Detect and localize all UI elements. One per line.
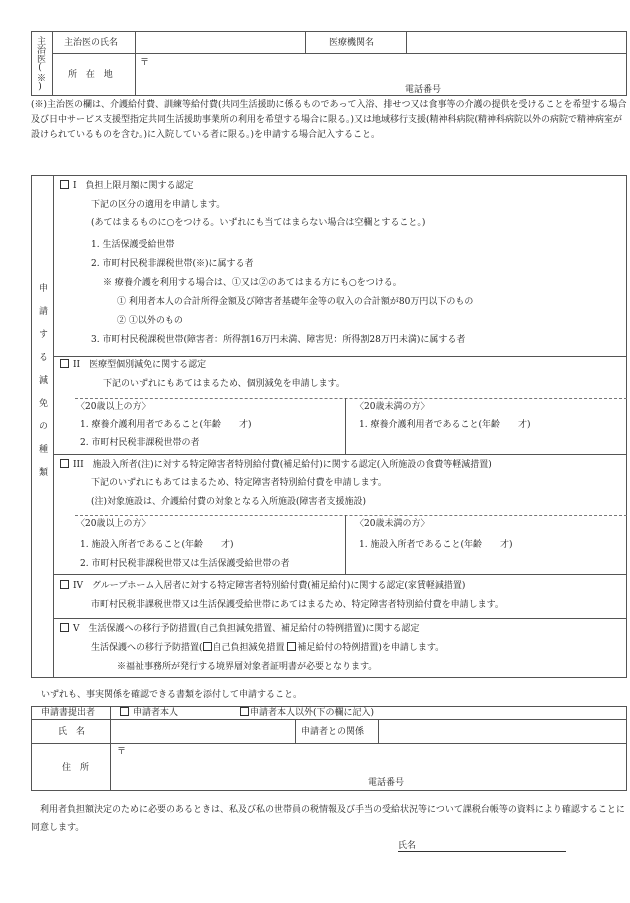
doctor-section-label: 主治医(※) — [35, 36, 45, 92]
postal-mark: 〒 — [140, 58, 150, 68]
divider — [305, 31, 306, 53]
divider — [53, 574, 627, 575]
section-4-checkbox[interactable] — [60, 580, 69, 589]
submitter-opt-other: 申請者本人以外(下の欄に記入) — [240, 707, 374, 719]
section-1-sub: ② ①以外のもの — [117, 316, 183, 326]
section-3-right-item: 1. 施設入所者であること(年齢 才) — [359, 540, 513, 550]
section-4-line: 市町村民税非課税世帯又は生活保護受給世帯にあてはまるため、特定障害者特別給付費を申請します。 — [91, 600, 504, 610]
section-5-note: ※福祉事務所が発行する境界層対象者証明書が必要となります。 — [117, 662, 378, 672]
section-1-title: I 負担上限月額に関する認定 — [60, 180, 194, 192]
section-3-left-item: 2. 市町村民税非課税世帯又は生活保護受給世帯の者 — [80, 559, 290, 569]
divider — [345, 398, 346, 454]
section-1-item: 2. 市町村民税非課税世帯(※)に属する者 — [91, 259, 254, 269]
section-4-title: IV グループホーム入居者に対する特定障害者特別給付費(補足給付)に関する認定(家賃軽減措置) — [60, 580, 465, 592]
phone-label: 電話番号 — [368, 778, 405, 788]
section-2-checkbox[interactable] — [60, 359, 69, 368]
divider — [53, 356, 627, 357]
supplement-special-checkbox[interactable] — [287, 642, 296, 651]
submitter-opt-self: 申請者本人 — [120, 707, 178, 719]
section-3-title: III 施設入所者(注)に対する特定障害者特別給付費(補足給付)に関する認定(入所施設の食費等軽減措置) — [60, 459, 492, 471]
divider — [52, 31, 53, 96]
section-5-title: V 生活保護への移行予防措置(自己負担減免措置、補足給付の特例措置)に関する認定 — [60, 623, 420, 635]
divider — [295, 719, 296, 743]
section-1-sub: ① 利用者本人の合計所得金額及び障害者基礎年金等の収入の合計額が80万円以下のもの — [117, 297, 474, 307]
section-1-item: 3. 市町村民税課税世帯(障害者：所得割16万円未満、障害児：所得割28万円未満)に属する者 — [91, 335, 466, 345]
consent-text: 利用者負担額決定のために必要のあるときは、私及び私の世帯員の税情報及び手当の受給状況等について課税台帳等の資料により確認することに同意します。 — [31, 805, 625, 833]
submitter-address-field[interactable] — [111, 744, 626, 790]
section-3-line: 下記のいずれにもあてはまるため、特定障害者特別給付費を申請します。 — [91, 478, 387, 488]
section-2-left-item: 1. 療養介護利用者であること(年齢 才) — [80, 420, 252, 430]
submitter-self-checkbox[interactable] — [120, 707, 129, 716]
section-1-line: 下記の区分の適用を申請します。 — [91, 200, 226, 210]
doctor-address-label: 所 在 地 — [68, 70, 116, 80]
section-1-checkbox[interactable] — [60, 180, 69, 189]
signature-line[interactable] — [398, 851, 566, 852]
doctor-name-label: 主治医の氏名 — [64, 38, 119, 48]
institution-label: 医療機関名 — [329, 38, 375, 48]
doctor-address-field[interactable] — [136, 54, 626, 95]
submitter-other-checkbox[interactable] — [240, 707, 249, 716]
divider — [53, 618, 627, 619]
section-2-title: II 医療型個別減免に関する認定 — [60, 359, 206, 371]
reduction-side-label: 申請する減免の種類 — [37, 283, 47, 490]
attach-note: いずれも、事実関係を確認できる書類を添付して申請すること。 — [41, 690, 303, 700]
postal-mark: 〒 — [117, 747, 127, 757]
section-2-left-head: 〈20歳以上の方〉 — [76, 402, 151, 412]
section-1-note: ※ 療養介護を利用する場合は、①又は②のあてはまる方にも○をつける。 — [103, 278, 402, 288]
section-3-left-head: 〈20歳以上の方〉 — [76, 519, 151, 529]
section-3-left-item: 1. 施設入所者であること(年齢 才) — [80, 540, 234, 550]
submitter-address-label: 住 所 — [62, 763, 90, 773]
divider — [53, 454, 627, 455]
divider — [53, 175, 54, 678]
signature-label: 氏名 — [398, 841, 417, 851]
submitter-name-field[interactable] — [111, 720, 294, 742]
phone-label: 電話番号 — [405, 85, 442, 95]
section-2-line: 下記のいずれにもあてはまるため、個別減免を申請します。 — [103, 379, 345, 389]
section-1-item: 1. 生活保護受給世帯 — [91, 240, 175, 250]
doctor-name-field[interactable] — [136, 32, 304, 52]
relation-field[interactable] — [379, 720, 626, 742]
divider — [345, 515, 346, 574]
institution-field[interactable] — [407, 32, 626, 52]
divider — [75, 515, 627, 516]
section-2-right-head: 〈20歳未満の方〉 — [355, 402, 430, 412]
relation-label: 申請者との関係 — [301, 727, 365, 737]
self-pay-reduction-checkbox[interactable] — [203, 642, 212, 651]
section-5-checkbox[interactable] — [60, 623, 69, 632]
section-1-line: (あてはまるものに○をつける。いずれにも当てはまらない場合は空欄とすること。) — [91, 218, 426, 228]
section-2-right-item: 1. 療養介護利用者であること(年齢 才) — [359, 420, 531, 430]
submitter-label: 申請書提出者 — [41, 708, 96, 718]
section-3-checkbox[interactable] — [60, 459, 69, 468]
section-3-right-head: 〈20歳未満の方〉 — [355, 519, 430, 529]
section-2-left-item: 2. 市町村民税非課税世帯の者 — [80, 438, 200, 448]
doctor-note: (※)主治医の欄は、介護給付費、訓練等給付費(共同生活援助に係るものであって入浴、排せつ又は食事等の介護の提供を受けることを希望する場合及び日中サービス支援型指定共同生活援助事業所の利用を希望する場合に限る。)又は地域移行支援(精神科病院(精神科病院以外の病院で精神病室が設けられているものを含む。)に入院している者に限る。)を申請する場合記入すること。 — [31, 100, 627, 140]
divider — [75, 398, 627, 399]
section-5-line: 生活保護への移行予防措置( 自己負担減免措置 補足給付の特例措置)を申請します。 — [91, 643, 445, 653]
section-3-line: (注)対象施設は、介護給付費の対象となる入所施設(障害者支援施設) — [91, 497, 367, 507]
submitter-name-label: 氏 名 — [58, 727, 86, 737]
